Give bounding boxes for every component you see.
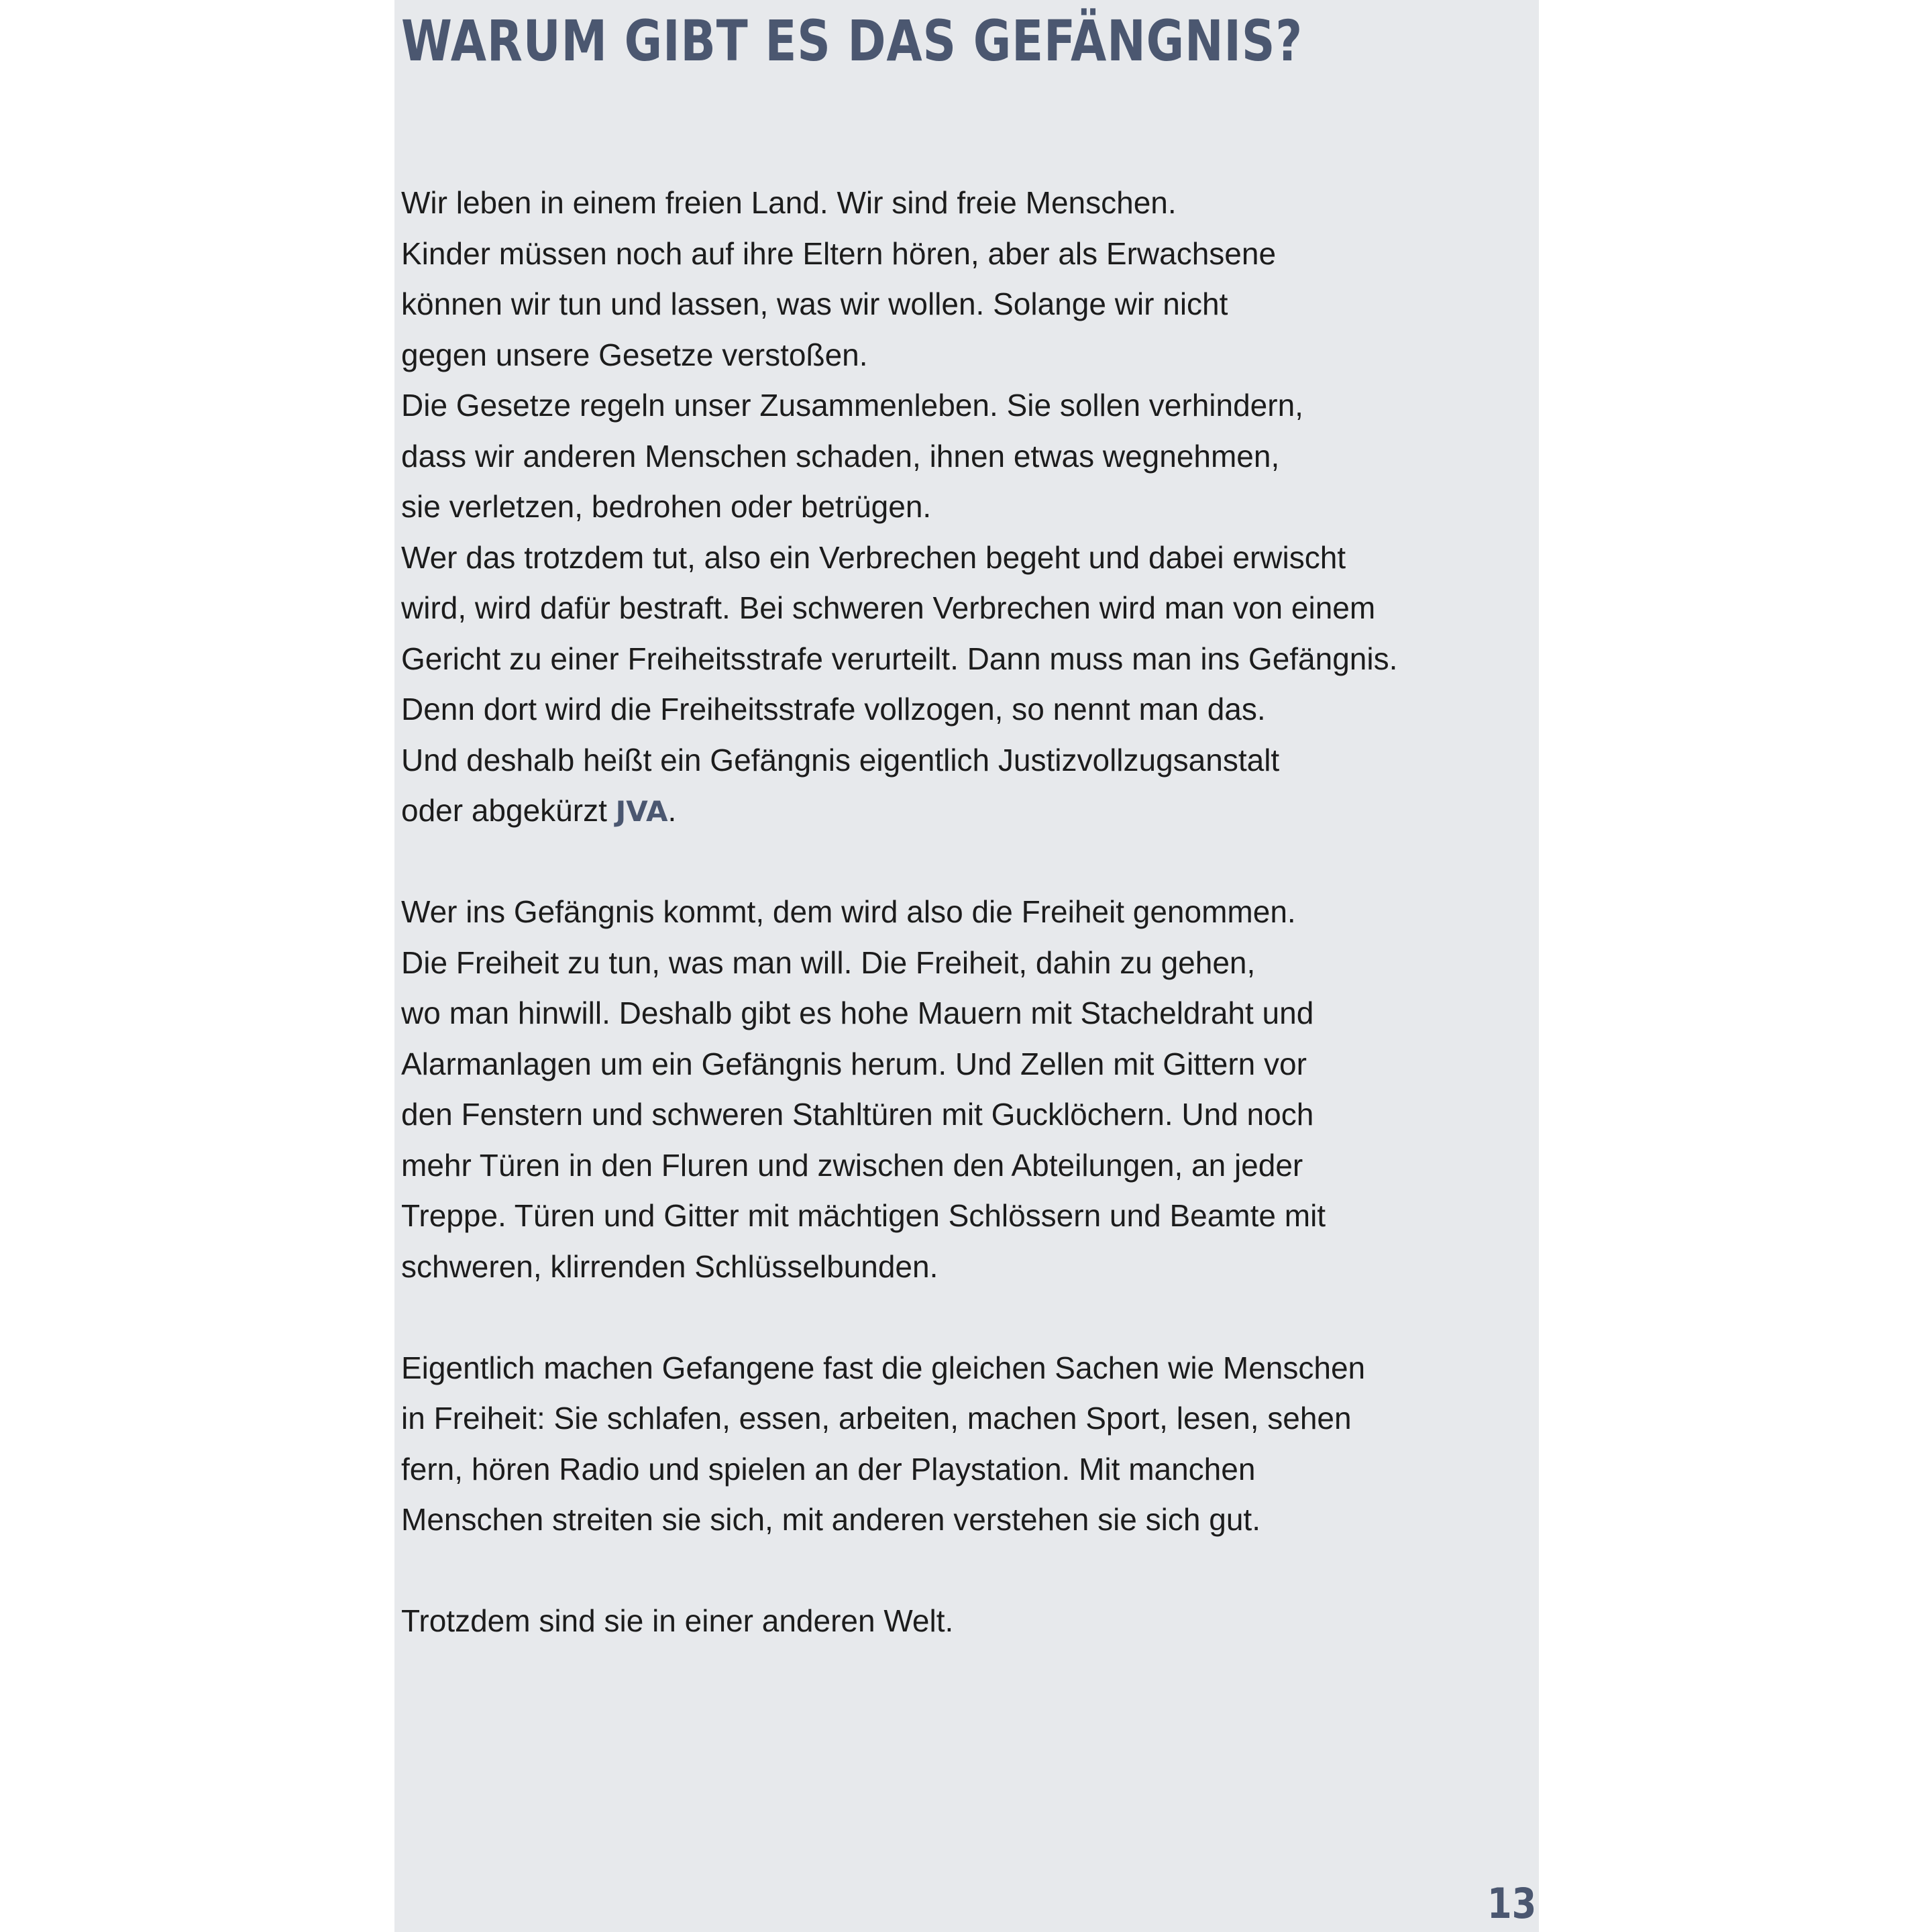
text-line: gegen unsere Gesetze verstoßen. xyxy=(401,337,868,372)
body-text xyxy=(401,178,1515,1647)
text-line: Treppe. Türen und Gitter mit mächtigen Schlössern und Beamte mit xyxy=(401,1198,1326,1233)
text-line: Denn dort wird die Freiheitsstrafe vollzogen, so nennt man das. xyxy=(401,692,1266,727)
text-line: Und deshalb heißt ein Gefängnis eigentlich Justizvollzugsanstalt xyxy=(401,742,1280,777)
page-number: 13 xyxy=(1487,1879,1536,1928)
text-line: in Freiheit: Sie schlafen, essen, arbeiten, machen Sport, lesen, sehen xyxy=(401,1401,1352,1436)
text-line xyxy=(401,786,1515,837)
paragraph-1 xyxy=(401,178,1515,837)
paragraph-gap xyxy=(401,1292,1515,1343)
text-fragment: . xyxy=(667,793,677,828)
page-title: WARUM GIBT ES DAS GEFÄNGNIS? xyxy=(401,8,1303,74)
text-line: Trotzdem sind sie in einer anderen Welt. xyxy=(401,1603,954,1638)
text-line: wird, wird dafür bestraft. Bei schweren Verbrechen wird man von einem xyxy=(401,590,1376,625)
text-line: schweren, klirrenden Schlüsselbunden. xyxy=(401,1248,938,1284)
paragraph-2 xyxy=(401,887,1515,1292)
paragraph-gap xyxy=(401,1546,1515,1597)
abbreviation-jva: JVA xyxy=(615,795,668,828)
text-line: Eigentlich machen Gefangene fast die gleichen Sachen wie Menschen xyxy=(401,1350,1366,1385)
text-line: dass wir anderen Menschen schaden, ihnen etwas wegnehmen, xyxy=(401,438,1280,474)
paragraph-4 xyxy=(401,1596,1515,1647)
text-line: Wir leben in einem freien Land. Wir sind freie Menschen. xyxy=(401,185,1177,220)
text-line: Gericht zu einer Freiheitsstrafe verurteilt. Dann muss man ins Gefängnis. xyxy=(401,641,1398,676)
text-line: den Fenstern und schweren Stahltüren mit Gucklöchern. Und noch xyxy=(401,1097,1314,1132)
text-line: können wir tun und lassen, was wir wollen. Solange wir nicht xyxy=(401,286,1228,321)
text-line: mehr Türen in den Fluren und zwischen den Abteilungen, an jeder xyxy=(401,1147,1303,1183)
text-line: Wer das trotzdem tut, also ein Verbrechen begeht und dabei erwischt xyxy=(401,539,1346,575)
text-line: wo man hinwill. Deshalb gibt es hohe Mauern mit Stacheldraht und xyxy=(401,996,1314,1030)
text-line: Alarmanlagen um ein Gefängnis herum. Und Zellen mit Gittern vor xyxy=(401,1046,1307,1081)
text-line: sie verletzen, bedrohen oder betrügen. xyxy=(401,489,932,524)
text-line: Menschen streiten sie sich, mit anderen verstehen sie sich gut. xyxy=(401,1502,1260,1537)
text-line: Die Freiheit zu tun, was man will. Die Freiheit, dahin zu gehen, xyxy=(401,945,1256,980)
text-fragment: oder abgekürzt xyxy=(401,793,616,828)
text-line: fern, hören Radio und spielen an der Playstation. Mit manchen xyxy=(401,1451,1256,1487)
paragraph-gap xyxy=(401,837,1515,888)
text-line: Wer ins Gefängnis kommt, dem wird also die Freiheit genommen. xyxy=(401,894,1296,929)
paragraph-3 xyxy=(401,1343,1515,1546)
text-line: Die Gesetze regeln unser Zusammenleben. Sie sollen verhindern, xyxy=(401,388,1303,423)
text-line: Kinder müssen noch auf ihre Eltern hören, aber als Erwachsene xyxy=(401,235,1277,271)
